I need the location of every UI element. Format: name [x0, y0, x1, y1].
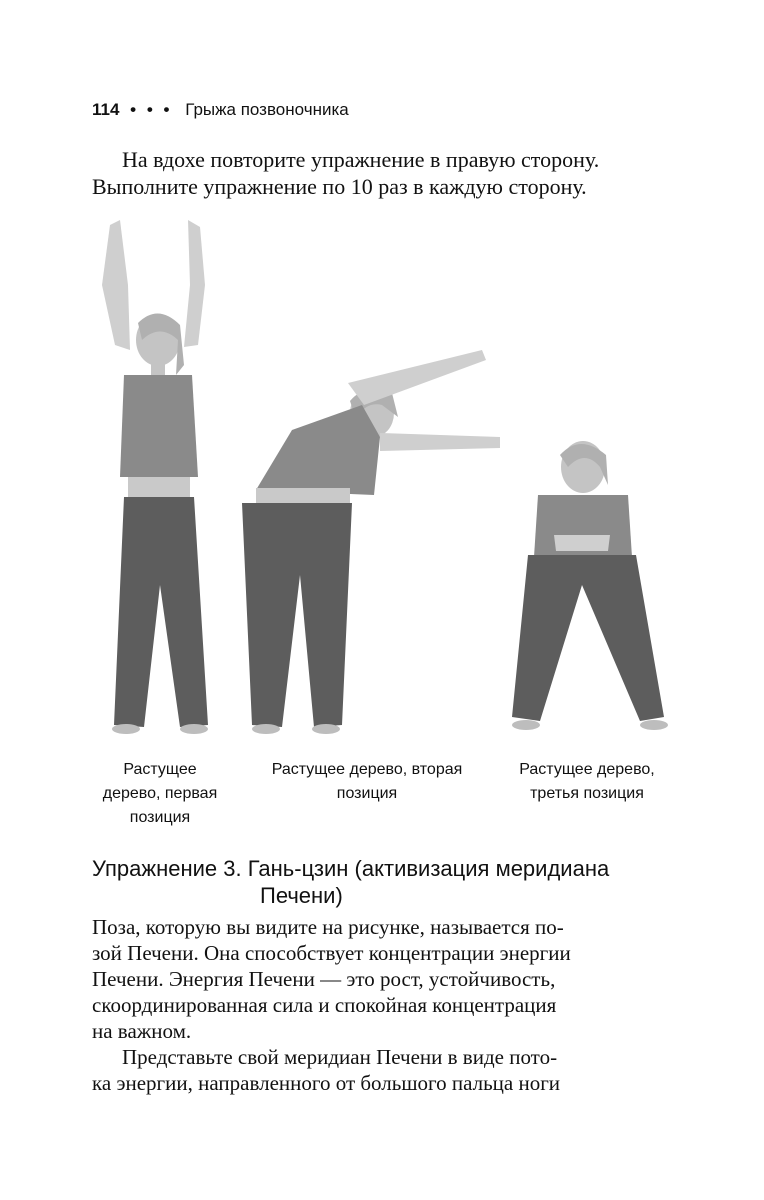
- running-header: [92, 100, 349, 120]
- paragraph-1-line: Поза, которую вы видите на рисунке, называется по-: [92, 915, 564, 939]
- caption-line: третья позиция: [530, 785, 644, 802]
- caption-line: позиция: [129, 809, 191, 826]
- caption-line: позиция: [336, 785, 398, 802]
- running-title: Грыжа позвоночника: [185, 100, 349, 119]
- paragraph-1-line: зой Печени. Она способствует концентрации энергии: [92, 941, 571, 965]
- figure-third-position: [512, 441, 668, 730]
- caption-third-position: [502, 758, 672, 806]
- caption-first-position: [85, 758, 235, 830]
- caption-line: дерево, первая: [102, 785, 218, 802]
- caption-line: Растущее дерево,: [519, 761, 655, 778]
- paragraph-1-line: скоординированная сила и спокойная концентрация: [92, 993, 557, 1017]
- intro-line-1: На вдохе повторите упражнение в правую сторону.: [122, 147, 600, 172]
- figure-second-position: [242, 350, 500, 734]
- heading-line-1: Упражнение 3. Гань-цзин (активизация меридиана: [92, 856, 610, 881]
- exercise-illustrations: [80, 205, 680, 750]
- heading-line-2: Печени): [260, 883, 343, 908]
- section-heading: [92, 855, 682, 909]
- paragraph-1-line: Печени. Энергия Печени — это рост, устойчивость,: [92, 967, 556, 991]
- figure-first-position: [102, 220, 208, 734]
- intro-line-2: Выполните упражнение по 10 раз в каждую сторону.: [92, 174, 587, 199]
- exercise-photos: [80, 205, 680, 750]
- intro-text: [92, 146, 682, 200]
- paragraph-2-line: Представьте свой меридиан Печени в виде пото-: [122, 1045, 558, 1069]
- caption-line: Растущее дерево, вторая: [271, 761, 463, 778]
- paragraph-2-line: ка энергии, направленного от большого пальца ноги: [92, 1071, 561, 1095]
- page-number: 114: [92, 100, 120, 119]
- caption-line: Растущее: [123, 761, 197, 778]
- paragraph-1-line: на важном.: [92, 1019, 192, 1043]
- header-dots: • • •: [130, 100, 173, 119]
- body-text: [92, 914, 682, 1096]
- caption-second-position: [256, 758, 478, 806]
